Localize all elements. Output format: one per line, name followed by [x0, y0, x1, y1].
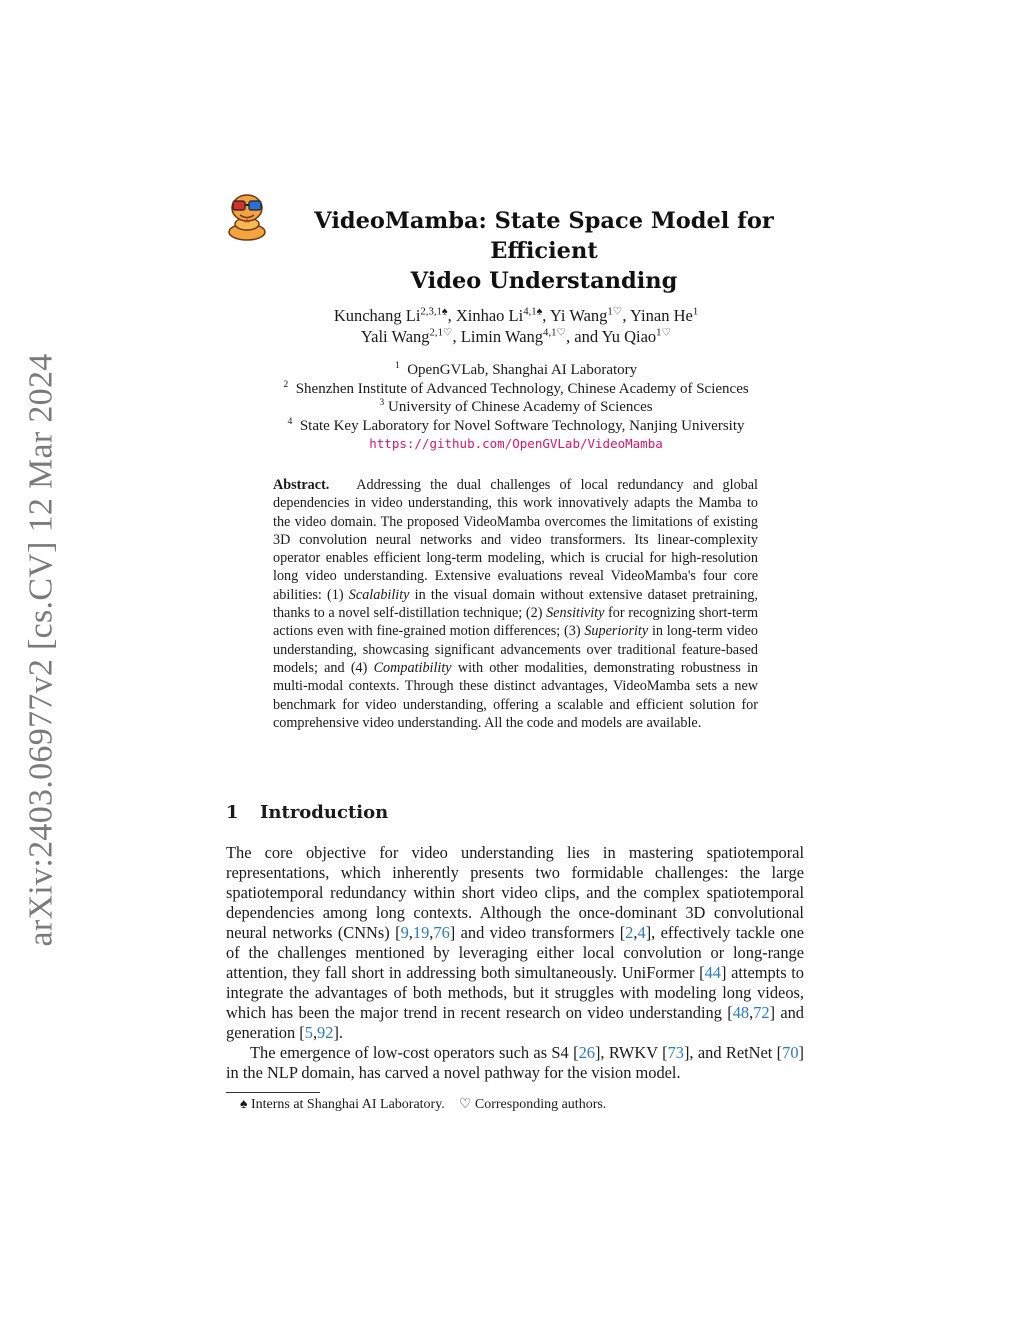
- citation-link[interactable]: 76: [433, 923, 450, 942]
- abstract-emph: Compatibility: [373, 659, 452, 676]
- affiliation-text: Shenzhen Institute of Advanced Technology, Chinese Academy of Sciences: [295, 380, 749, 397]
- footnote-rule: [226, 1092, 320, 1093]
- citation-link[interactable]: 48: [732, 1003, 750, 1022]
- section-heading: [226, 802, 806, 823]
- citation-link[interactable]: 44: [704, 963, 721, 982]
- citation-link[interactable]: 2: [625, 923, 634, 942]
- abstract-text: for recognizing short-term actions even with fine-grained motion differences; (3): [273, 605, 758, 640]
- affiliation-text: OpenGVLab, Shanghai AI Laboratory: [407, 362, 638, 378]
- affiliation-sup: 4: [287, 415, 293, 427]
- snake-mascot-icon: [226, 192, 268, 242]
- title-line-1: VideoMamba: State Space Model for Efficient: [314, 208, 774, 264]
- affiliation-list: [226, 361, 806, 454]
- citation-link[interactable]: 5: [304, 1023, 313, 1042]
- affiliation-text: State Key Laboratory for Novel Software Technology, Nanjing University: [299, 417, 745, 434]
- citation-link[interactable]: 73: [667, 1043, 684, 1062]
- author-affil-sup: 4,1♠: [523, 305, 543, 318]
- author-affil-sup: 1♡: [607, 305, 623, 318]
- author-list: [226, 305, 806, 347]
- author-affil-sup: 4,1♡: [543, 326, 567, 339]
- citation-link[interactable]: 4: [637, 923, 646, 942]
- paper-title-block: [226, 192, 806, 294]
- abstract-emph: Sensitivity: [546, 605, 605, 622]
- affiliation-sup: 2: [283, 378, 289, 390]
- spade-icon: ♠: [240, 1097, 248, 1112]
- abstract-emph: Superiority: [584, 623, 649, 640]
- affiliation-item: [226, 361, 806, 380]
- footnote: [240, 1096, 800, 1114]
- author-name: Xinhao Li: [455, 306, 524, 325]
- abstract-emph: Scalability: [348, 586, 410, 603]
- project-url-link[interactable]: https://github.com/OpenGVLab/VideoMamba: [369, 436, 663, 451]
- abstract-text: Addressing the dual challenges of local redundancy and global dependencies in video understanding, this work innovatively adapts the Mamba to the video domain. The proposed VideoMamba overcomes the limitations of existing 3D convolution neural networks and video transformers. Its linear-complexity operator enables efficient long-term modeling, which is crucial for high-resolution long video understanding. Extensive evaluations reveal VideoMamba's four core abilities: (1): [273, 477, 759, 603]
- author-affil-sup: 2,3,1♠: [420, 305, 448, 318]
- paper-title: [274, 206, 814, 296]
- citation-link[interactable]: 26: [578, 1043, 595, 1062]
- arxiv-id-text: arXiv:2403.06977v2 [cs.CV] 12 Mar 2024: [23, 353, 61, 947]
- heart-icon: ♡: [458, 1097, 472, 1112]
- body-text: [226, 843, 804, 1083]
- affiliation-item: [226, 380, 806, 399]
- author-line-1: Kunchang $Li^{2,3,1♠}$, Xinhao $Li^{4,1♠}$, Yi Wang$^{1♡}$, Yinan He$^1$: [333, 305, 699, 325]
- abstract-text: in the visual domain without extensive dataset pretraining, thanks to a novel self-distillation technique; (2): [273, 586, 758, 622]
- abstract: [273, 476, 758, 732]
- affiliation-item: [226, 398, 806, 417]
- affiliation-text: University of Chinese Academy of Sciences: [388, 399, 653, 415]
- affiliation-sup: 3: [379, 397, 385, 408]
- author-affil-sup: 1: [692, 305, 699, 318]
- citation-link[interactable]: 72: [753, 1003, 770, 1022]
- citation-link[interactable]: 9: [400, 923, 409, 942]
- paragraph: The emergence of low-cost operators such as S4 [26], RWKV [73], and RetNet [70] in the NLP domain, has carved a novel pathway for the vision model.: [226, 1043, 804, 1082]
- abstract-text: with other modalities, demonstrating robustness in multi-modal contexts. Through these distinct advantages, VideoMamba sets a new benchmark for video understanding, offering a scalable and efficient solution for comprehensive video understanding. All the code and models are available.: [273, 659, 758, 731]
- title-line-2: Video Understanding: [410, 268, 678, 294]
- affiliation-sup: 1: [394, 360, 400, 371]
- author-name: Limin Wang: [460, 327, 544, 346]
- author-name: Yali Wang: [360, 327, 430, 346]
- paragraph: The core objective for video understanding lies in mastering spatiotemporal representations, which inherently presents two formidable challenges: the large spatiotemporal redundancy within short video clips, and the complex spatiotemporal dependencies among long contexts. Although the once-dominant 3D convolutional neural networks (CNNs) [9,19,76] and video transformers [2,4], effectively tackle one of the challenges mentioned by leveraging either local convolution or long-range attention, they fall short in addressing both simultaneously. UniFormer [44] attempts to integrate the advantages of both methods, but it struggles with modeling long videos, which has been the major trend in recent research on video understanding [48,72] and generation [5,92].: [226, 843, 804, 1042]
- abstract-text: in long-term video understanding, showcasing significant advancements over traditional feature-based models; and (4): [273, 623, 758, 676]
- abstract-label: Abstract.: [273, 477, 330, 493]
- arxiv-sidebar-stamp: [22, 353, 62, 947]
- section-number: 1: [226, 802, 239, 823]
- author-name: Yinan He: [630, 306, 693, 325]
- author-name: Kunchang Li: [333, 306, 421, 325]
- section-title: Introduction: [260, 802, 389, 823]
- author-line-2: Yali Wang$^{2,1♡}$, Limin Wang$^{4,1♡}$, and Yu Qiao$^{1♡}$: [360, 326, 672, 346]
- citation-link[interactable]: 70: [782, 1043, 799, 1062]
- author-affil-sup: 2,1♡: [429, 326, 453, 339]
- author-name: and Yu Qiao: [574, 327, 657, 346]
- footnote-text: Corresponding authors.: [474, 1097, 607, 1112]
- author-name: Yi Wang: [549, 306, 608, 325]
- affiliation-item: [226, 417, 806, 436]
- footnote-text: Interns at Shanghai AI Laboratory.: [250, 1097, 445, 1112]
- citation-link[interactable]: 92: [317, 1023, 334, 1042]
- author-affil-sup: 1♡: [656, 326, 672, 339]
- citation-link[interactable]: 19: [412, 923, 430, 942]
